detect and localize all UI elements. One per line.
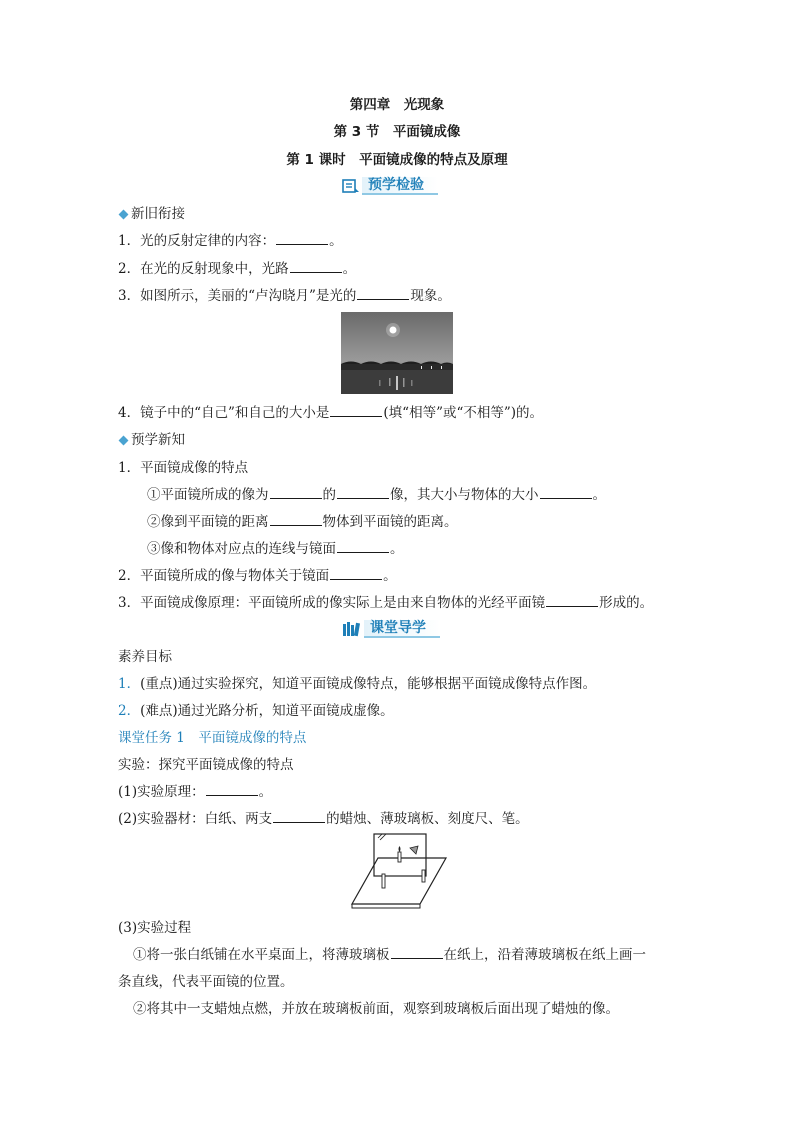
- task-1-heading: 课堂任务 1 平面镜成像的特点: [118, 730, 307, 746]
- goal-1: 1．(重点)通过实验探究，知道平面镜成像特点，能够根据平面镜成像特点作图。: [118, 676, 597, 692]
- knowledge-1: 1．平面镜成像的特点: [118, 460, 249, 476]
- answer-blank[interactable]: [270, 486, 322, 499]
- experiment-equipment: (2)实验器材：白纸、两支 的蜡烛、薄玻璃板、刻度尺、笔。: [118, 811, 529, 827]
- answer-blank[interactable]: [290, 260, 342, 273]
- experiment-setup-figure: [350, 828, 448, 910]
- books-icon: [342, 621, 362, 637]
- question-1: 1．光的反射定律的内容： 。: [118, 233, 343, 249]
- answer-blank[interactable]: [273, 810, 325, 823]
- answer-blank[interactable]: [357, 287, 409, 300]
- question-4: 4．镜子中的“自己”和自己的大小是 (填“相等”或“不相等”)的。: [118, 405, 544, 421]
- experiment-process-heading: (3)实验过程: [118, 920, 192, 936]
- section-title: 第 3 节 平面镜成像: [333, 124, 461, 140]
- classroom-banner-label: 课堂导学: [364, 620, 440, 638]
- diamond-bullet-icon: [119, 435, 129, 445]
- knowledge-1b: ②像到平面镜的距离 物体到平面镜的距离。: [147, 514, 458, 530]
- answer-blank[interactable]: [276, 232, 328, 245]
- process-step-2: ②将其中一支蜡烛点燃，并放在玻璃板前面，观察到玻璃板后面出现了蜡烛的像。: [133, 1001, 619, 1017]
- goal-2: 2．(难点)通过光路分析，知道平面镜成虚像。: [118, 703, 394, 719]
- process-step-1-cont: 条直线，代表平面镜的位置。: [118, 974, 294, 990]
- chapter-title: 第四章 光现象: [349, 97, 445, 113]
- preview-banner-label: 预学检验: [362, 177, 438, 195]
- answer-blank[interactable]: [330, 567, 382, 580]
- classroom-banner: [342, 619, 440, 639]
- answer-blank[interactable]: [270, 513, 322, 526]
- answer-blank[interactable]: [546, 594, 598, 607]
- question-2: 2．在光的反射现象中，光路 。: [118, 261, 357, 277]
- goals-heading: 素养目标: [118, 649, 172, 665]
- experiment-principle: (1)实验原理： 。: [118, 784, 273, 800]
- answer-blank[interactable]: [391, 946, 443, 959]
- preview-banner: [342, 176, 438, 196]
- knowledge-1a: ①平面镜所成的像为 的 像，其大小与物体的大小 。: [147, 487, 606, 503]
- old-new-heading: 新旧衔接: [118, 205, 185, 223]
- answer-blank[interactable]: [540, 486, 592, 499]
- answer-blank[interactable]: [337, 486, 389, 499]
- question-3: 3．如图所示，美丽的“卢沟晓月”是光的 现象。: [118, 288, 451, 304]
- answer-blank[interactable]: [330, 404, 382, 417]
- book-icon: [342, 178, 360, 194]
- process-step-1: ①将一张白纸铺在水平桌面上，将薄玻璃板 在纸上，沿着薄玻璃板在纸上画一: [133, 947, 646, 963]
- knowledge-3: 3．平面镜成像原理：平面镜所成的像实际上是由来自物体的光经平面镜 形成的。: [118, 595, 654, 611]
- experiment-title: 实验：探究平面镜成像的特点: [118, 757, 294, 773]
- lugou-bridge-photo: [341, 312, 453, 394]
- answer-blank[interactable]: [337, 540, 389, 553]
- diamond-bullet-icon: [119, 209, 129, 219]
- knowledge-1c: ③像和物体对应点的连线与镜面 。: [147, 541, 404, 557]
- answer-blank[interactable]: [206, 783, 258, 796]
- knowledge-2: 2．平面镜所成的像与物体关于镜面 。: [118, 568, 397, 584]
- lesson-title: 第 1 课时 平面镜成像的特点及原理: [286, 152, 508, 168]
- new-knowledge-heading: 预学新知: [118, 431, 185, 449]
